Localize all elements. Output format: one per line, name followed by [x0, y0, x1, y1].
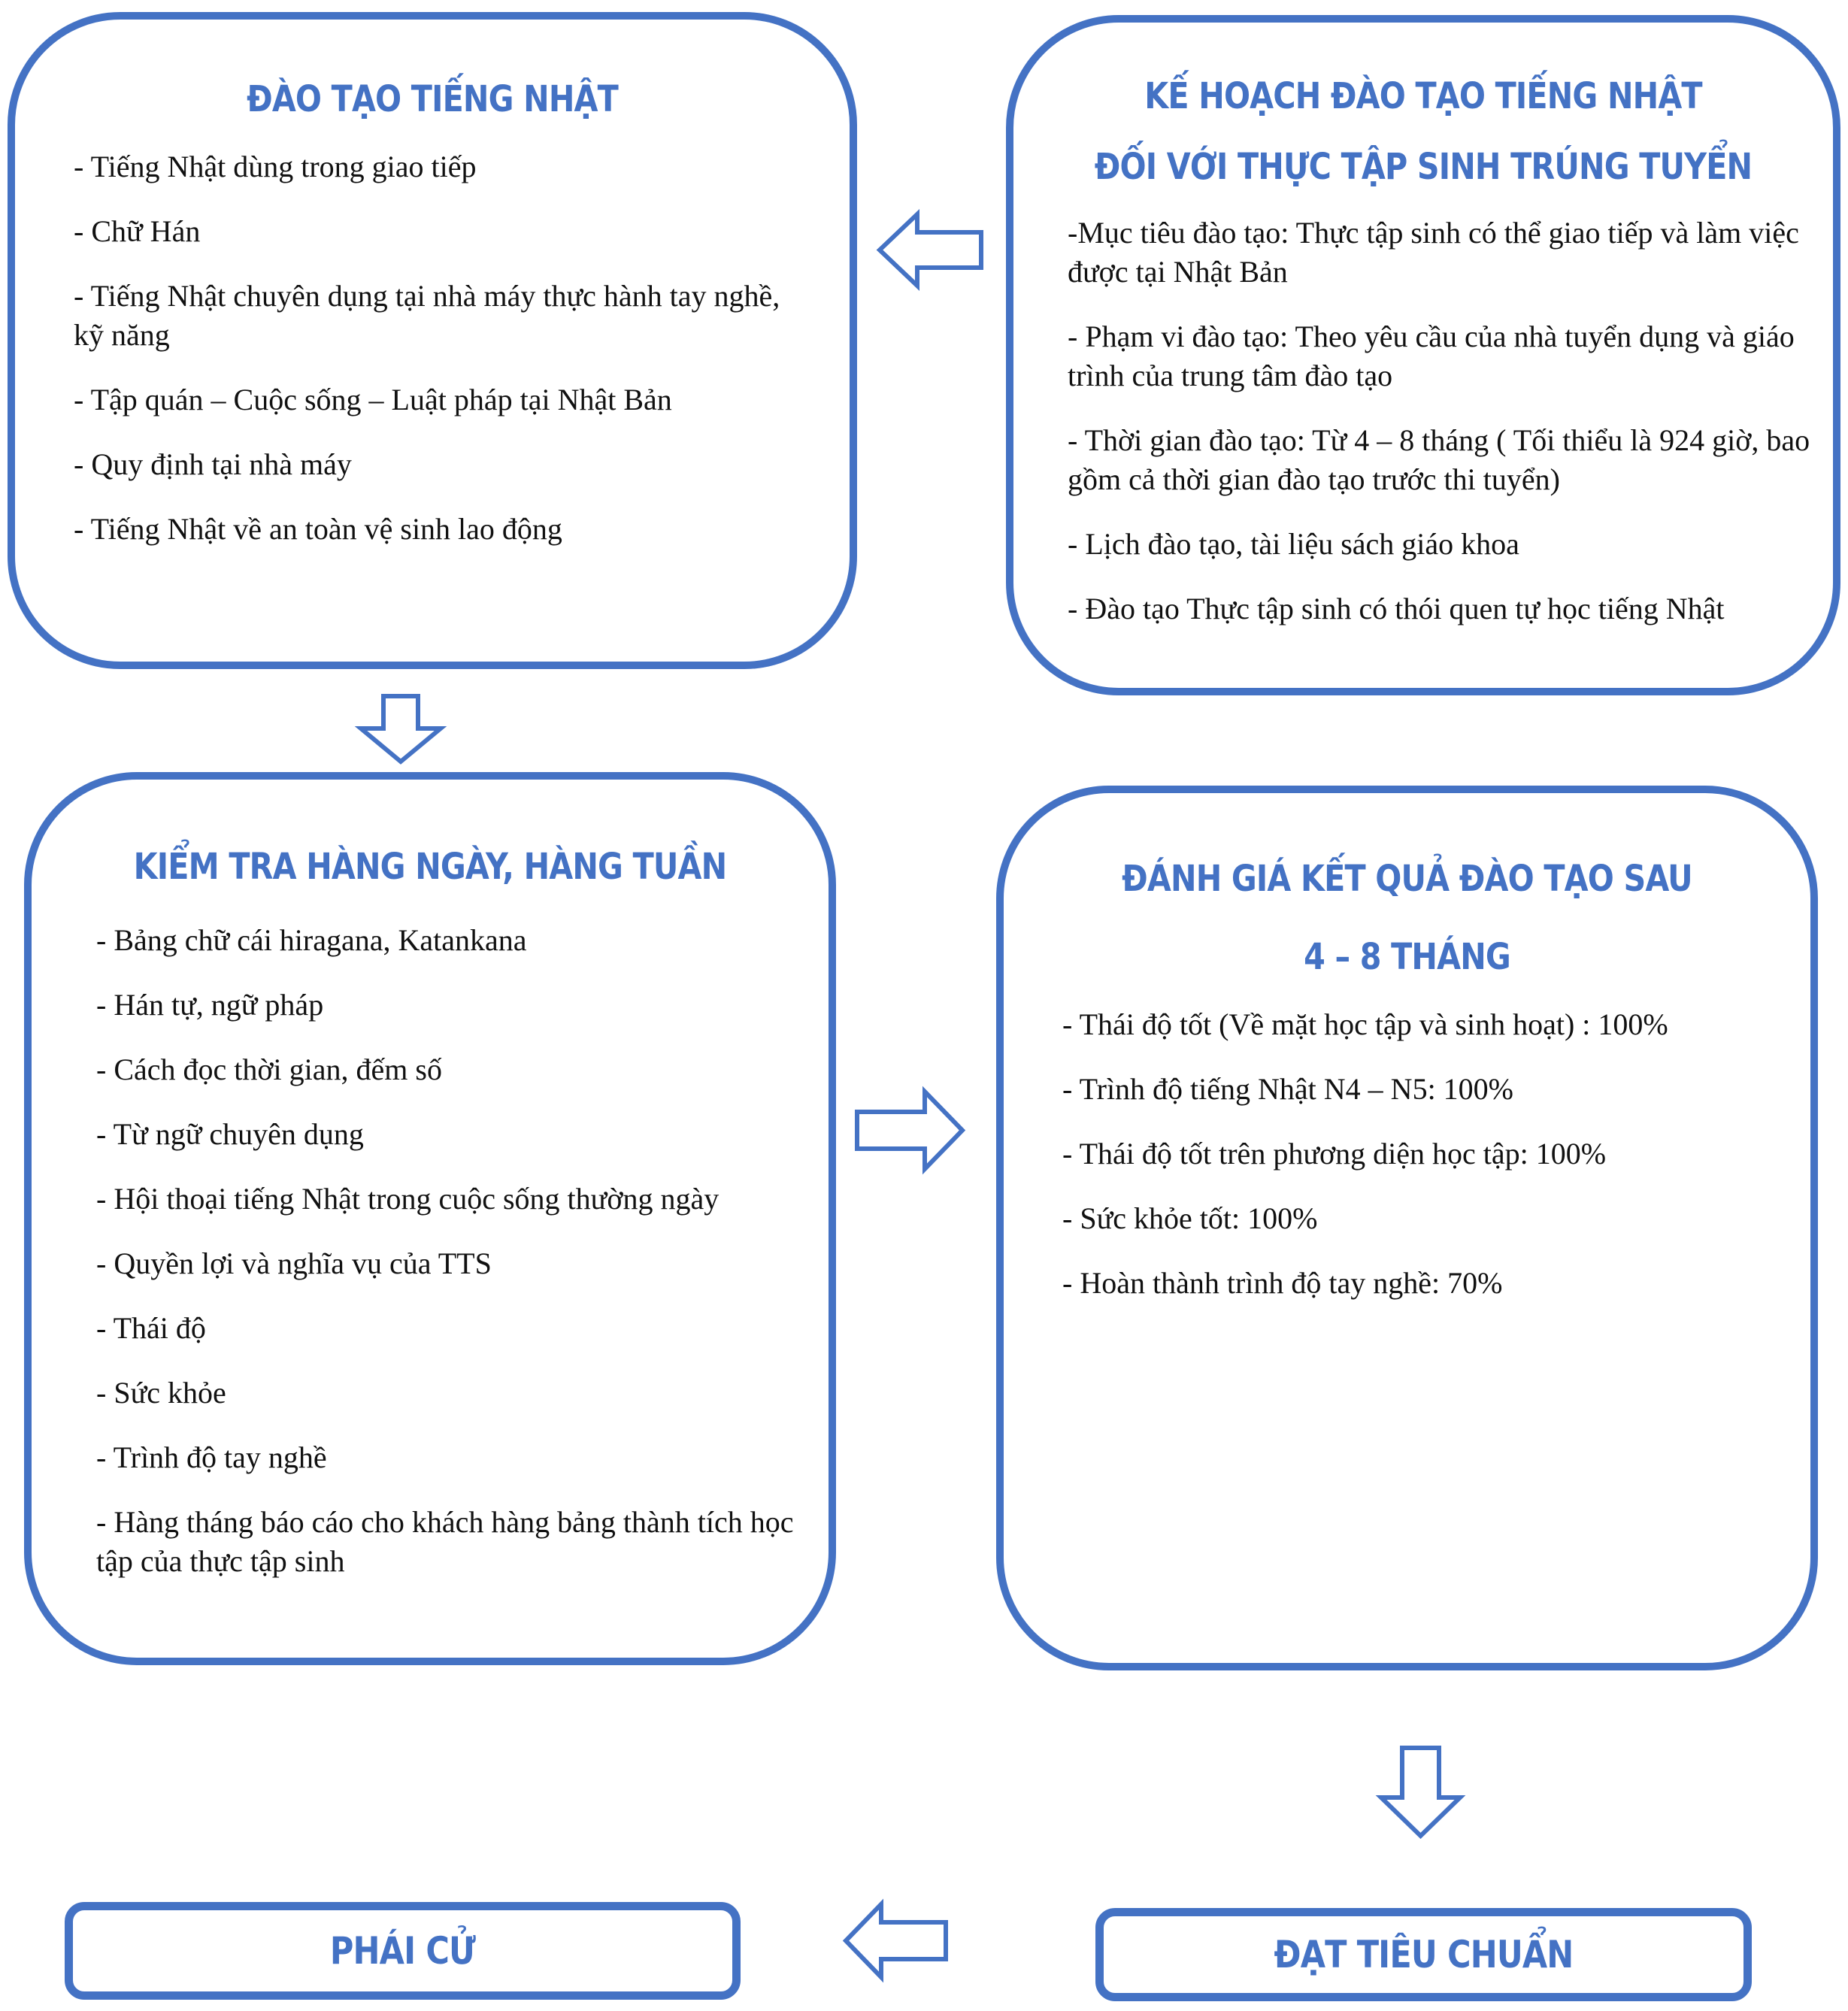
qualified-title: ĐẠT TIÊU CHUẨN: [1274, 1933, 1574, 1976]
list-item: - Hoàn thành trình độ tay nghề: 70%: [1062, 1266, 1503, 1300]
daily-weekly-check-title: KIỂM TRA HÀNG NGÀY, HÀNG TUẦN: [133, 846, 727, 888]
list-item: - Chữ Hán: [74, 214, 201, 248]
list-item: - Bảng chữ cái hiragana, Katankana: [96, 923, 527, 957]
list-item: - Tiếng Nhật chuyên dụng tại nhà máy thực hành tay nghề, kỹ năng: [74, 279, 780, 352]
list-item: - Thái độ: [96, 1311, 206, 1345]
training-plan-box: [1006, 15, 1840, 695]
training-plan-title-line1: KẾ HOẠCH ĐÀO TẠO TIẾNG NHẬT: [1144, 75, 1702, 117]
japanese-training-title: ĐÀO TẠO TIẾNG NHẬT: [247, 78, 618, 120]
daily-weekly-check-list: [96, 921, 818, 1607]
evaluation-box: [996, 786, 1818, 1670]
arrow-right-icon: [857, 1092, 962, 1169]
list-item: - Từ ngữ chuyên dụng: [96, 1117, 364, 1151]
daily-weekly-check-box: [24, 772, 836, 1665]
evaluation-title-line2: 4 – 8 THÁNG: [1304, 936, 1510, 978]
list-item: - Trình độ tay nghề: [96, 1440, 327, 1474]
list-item: - Phạm vi đào tạo: Theo yêu cầu của nhà tuyển dụng và giáo trình của trung tâm đào tạo: [1068, 320, 1795, 392]
list-item: - Tiếng Nhật dùng trong giao tiếp: [74, 150, 477, 183]
arrow-down-icon: [361, 696, 441, 762]
list-item: - Thời gian đào tạo: Từ 4 – 8 tháng ( Tối thiểu là 924 giờ, bao gồm cả thời gian đào tạo trước thi tuyển): [1068, 423, 1810, 496]
list-item: - Sức khỏe tốt: 100%: [1062, 1201, 1318, 1235]
arrow-left-icon: [880, 214, 981, 286]
evaluation-list: [1062, 1005, 1799, 1328]
list-item: - Hàng tháng báo cáo cho khách hàng bảng thành tích học tập của thực tập sinh: [96, 1505, 794, 1578]
list-item: - Quyền lợi và nghĩa vụ của TTS: [96, 1246, 492, 1280]
dispatch-title: PHÁI CỬ: [329, 1929, 476, 1973]
list-item: - Lịch đào tạo, tài liệu sách giáo khoa: [1068, 527, 1519, 561]
training-plan-list: [1068, 214, 1819, 654]
list-item: - Hán tự, ngữ pháp: [96, 988, 324, 1022]
evaluation-title-line1: ĐÁNH GIÁ KẾT QUẢ ĐÀO TẠO SAU: [1122, 858, 1692, 900]
list-item: - Trình độ tiếng Nhật N4 – N5: 100%: [1062, 1072, 1513, 1106]
list-item: - Đào tạo Thực tập sinh có thói quen tự học tiếng Nhật: [1068, 592, 1725, 625]
list-item: -Mục tiêu đào tạo: Thực tập sinh có thể giao tiếp và làm việc được tại Nhật Bản: [1068, 216, 1799, 289]
qualified-box: [1095, 1908, 1752, 2001]
list-item: - Thái độ tốt (Về mặt học tập và sinh hoạt) : 100%: [1062, 1007, 1668, 1041]
list-item: - Thái độ tốt trên phương diện học tập: 100%: [1062, 1137, 1607, 1171]
list-item: - Sức khỏe: [96, 1376, 226, 1410]
japanese-training-box: [8, 12, 857, 669]
list-item: - Tiếng Nhật về an toàn vệ sinh lao động: [74, 512, 562, 546]
arrow-left-icon: [846, 1904, 946, 1977]
dispatch-box: [65, 1902, 741, 2000]
list-item: - Cách đọc thời gian, đếm số: [96, 1052, 442, 1086]
list-item: - Hội thoại tiếng Nhật trong cuộc sống thường ngày: [96, 1182, 720, 1216]
training-plan-title-line2: ĐỐI VỚI THỰC TẬP SINH TRÚNG TUYỂN: [1094, 146, 1753, 188]
arrow-down-icon: [1381, 1748, 1460, 1836]
japanese-training-list: [74, 147, 795, 574]
list-item: - Tập quán – Cuộc sống – Luật pháp tại Nhật Bản: [74, 383, 672, 416]
list-item: - Quy định tại nhà máy: [74, 447, 352, 481]
